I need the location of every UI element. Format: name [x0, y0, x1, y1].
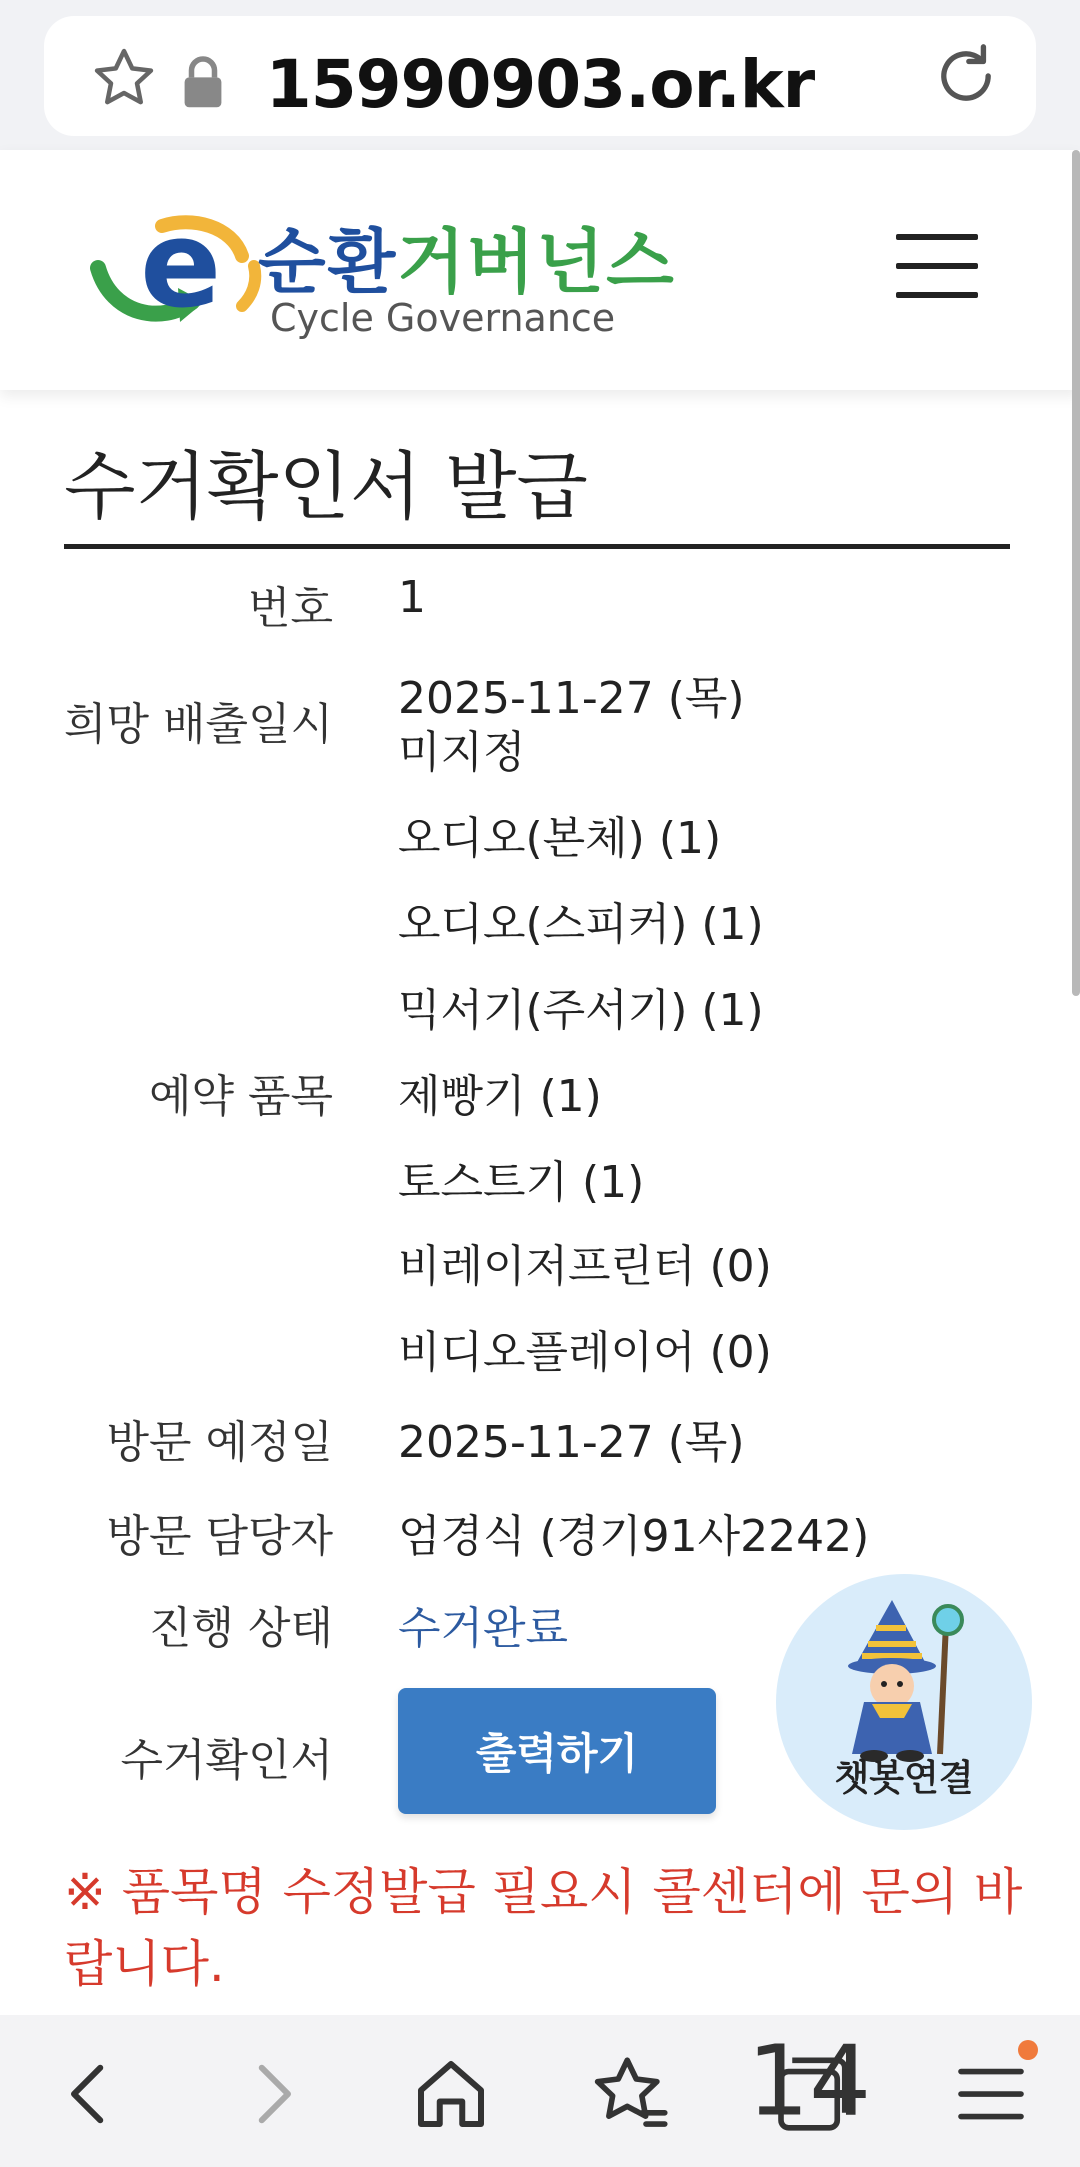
status-value: 수거완료	[398, 1603, 569, 1654]
chatbot-button[interactable]	[776, 1574, 1032, 1830]
certificate-label: 수거확인서	[120, 1735, 333, 1786]
bookmarks-button[interactable]	[586, 2049, 676, 2139]
bookmark-star-list-icon	[586, 2049, 676, 2139]
wish-date-label: 희망 배출일시	[63, 699, 333, 750]
visitor-value: 엄경식 (경기91사2242)	[398, 1511, 870, 1562]
browser-bottom-nav	[0, 2015, 1080, 2167]
visitor-label: 방문 담당자	[106, 1511, 333, 1562]
svg-text:e: e	[140, 196, 222, 335]
visit-date-value: 2025-11-27 (목)	[398, 1417, 745, 1468]
title-divider	[64, 544, 1010, 549]
wish-date-value: 2025-11-27 (목)	[398, 673, 745, 724]
status-label: 진행 상태	[148, 1603, 333, 1654]
page-scrollbar[interactable]	[1072, 150, 1080, 2000]
logo-e-icon	[92, 196, 262, 336]
logo-korean-text: 순환거버넌스	[258, 221, 676, 303]
number-value: 1	[398, 572, 426, 623]
address-bar[interactable]	[44, 16, 1036, 136]
logo-english-text: Cycle Governance	[270, 296, 616, 340]
item-row: 토스트기 (1)	[398, 1157, 645, 1208]
item-row: 비디오플레이어 (0)	[398, 1327, 772, 1378]
notification-dot	[1018, 2040, 1038, 2060]
item-row: 비레이저프린터 (0)	[398, 1241, 772, 1292]
chevron-right-icon	[228, 2049, 318, 2139]
home-button[interactable]	[406, 2049, 496, 2139]
chevron-left-icon	[44, 2049, 134, 2139]
tabs-count: 14	[747, 2023, 872, 2138]
item-row: 오디오(스피커) (1)	[398, 899, 764, 950]
visit-date-label: 방문 예정일	[106, 1417, 333, 1468]
back-button[interactable]	[44, 2049, 134, 2139]
reload-icon[interactable]	[928, 38, 1004, 114]
tabs-button[interactable]	[747, 2023, 872, 2139]
wish-time-value: 미지정	[398, 727, 526, 778]
menu-lines-icon	[946, 2049, 1036, 2139]
home-icon	[406, 2049, 496, 2139]
browser-toolbar	[0, 0, 1080, 150]
page-title: 수거확인서 발급	[64, 444, 588, 530]
url-text[interactable]: 15990903.or.kr	[265, 46, 815, 123]
items-label: 예약 품목	[148, 1071, 333, 1122]
notice-text: ※ 품목명 수정발급 필요시 콜센터에 문의 바랍니다.	[64, 1863, 1023, 1993]
item-row: 믹서기(주서기) (1)	[398, 985, 764, 1036]
tabs-icon	[747, 2023, 872, 2139]
site-logo[interactable]	[92, 196, 676, 340]
item-row: 오디오(본체) (1)	[398, 813, 722, 864]
menu-icon[interactable]	[896, 234, 978, 298]
chatbot-label: 챗봇연결	[834, 1758, 974, 1799]
wizard-mascot-icon	[836, 1594, 976, 1764]
site-header	[0, 150, 1080, 390]
print-button[interactable]: 출력하기	[398, 1688, 716, 1814]
browser-menu-button[interactable]	[946, 2049, 1036, 2139]
forward-button[interactable]	[228, 2049, 318, 2139]
item-row: 제빵기 (1)	[398, 1071, 602, 1122]
scrollbar-thumb[interactable]	[1072, 150, 1080, 996]
number-label: 번호	[247, 583, 333, 634]
